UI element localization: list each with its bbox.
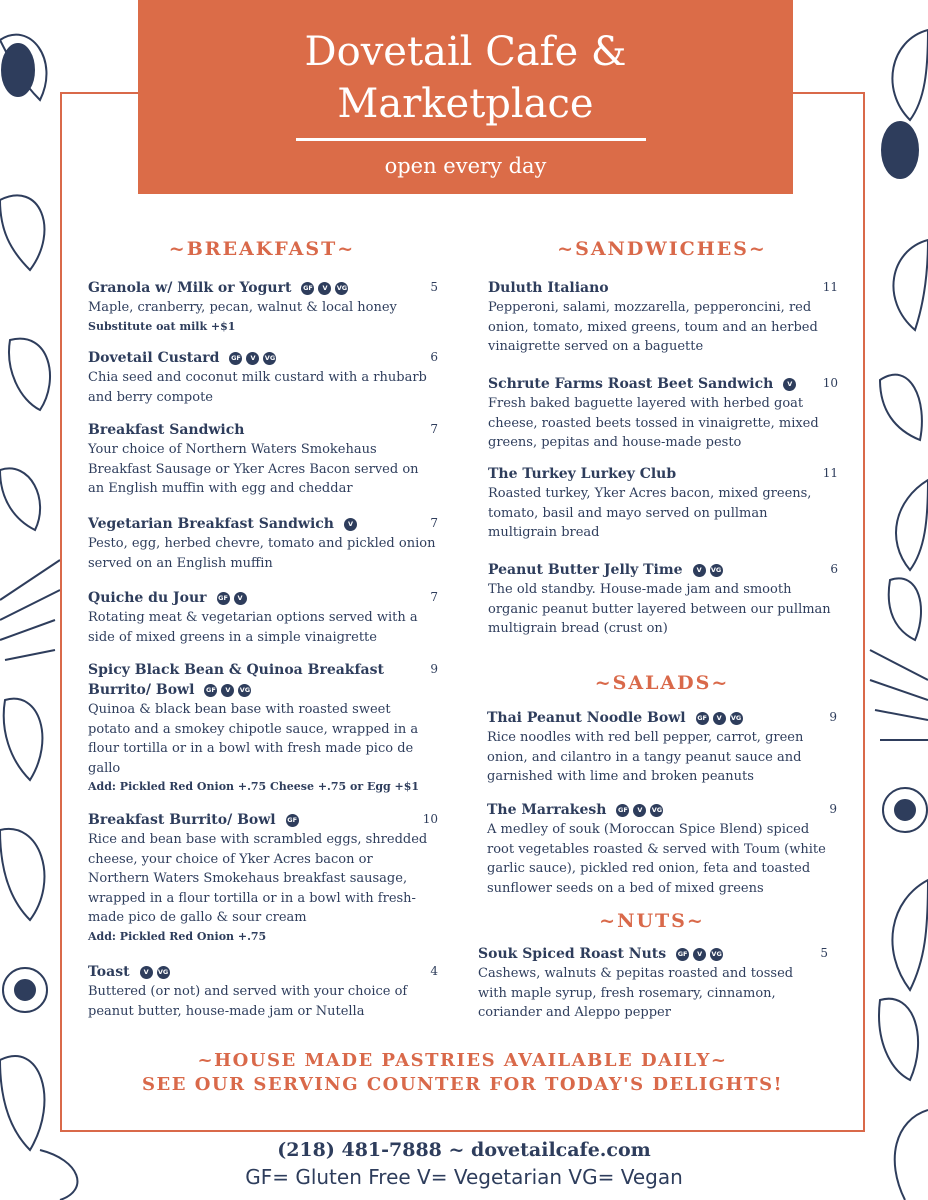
item-price: 7 bbox=[430, 422, 438, 436]
item-description: Maple, cranberry, pecan, walnut & local honey bbox=[88, 300, 397, 315]
diet-badge-icon: VG bbox=[263, 352, 276, 365]
diet-badge-icon: VG bbox=[335, 282, 348, 295]
page-title bbox=[138, 26, 793, 130]
item-name: Toast bbox=[88, 964, 130, 980]
menu-item bbox=[487, 800, 835, 898]
diet-badge-icon: V bbox=[713, 712, 726, 725]
diet-badge-icon: VG bbox=[650, 804, 663, 817]
item-name: Breakfast Sandwich bbox=[88, 422, 245, 438]
item-name: Breakfast Burrito/ Bowl bbox=[88, 812, 276, 828]
diet-badge-icon: GF bbox=[217, 592, 230, 605]
menu-item bbox=[488, 464, 836, 543]
item-description: Your choice of Northern Waters Smokehaus Breakfast Sausage or Yker Acres Bacon served on an English muffin with egg and cheddar bbox=[88, 442, 419, 496]
diet-badge-icon: VG bbox=[710, 948, 723, 961]
item-name: The Turkey Lurkey Club bbox=[488, 466, 677, 482]
item-addon: Add: Pickled Red Onion +.75 Cheese +.75 or Egg +$1 bbox=[88, 780, 420, 793]
item-name: Peanut Butter Jelly Time bbox=[488, 562, 683, 578]
menu-item bbox=[88, 588, 436, 647]
item-description: Rotating meat & vegetarian options served with a side of mixed greens in a simple vinaigrette bbox=[88, 610, 418, 645]
diet-badge-icon: GF bbox=[676, 948, 689, 961]
diet-badge-icon: VG bbox=[710, 564, 723, 577]
item-price: 9 bbox=[430, 662, 438, 676]
item-price: 6 bbox=[830, 562, 838, 576]
menu-item bbox=[488, 278, 836, 357]
item-price: 10 bbox=[422, 812, 438, 826]
menu-item bbox=[88, 962, 436, 1021]
item-description: Quinoa & black bean base with roasted sweet potato and a smokey chipotle sauce, wrapped in a flour tortilla or in a bowl with fresh made pico de gallo bbox=[88, 702, 419, 776]
menu-item bbox=[88, 810, 436, 945]
pastries-banner-line-2: SEE OUR SERVING COUNTER FOR TODAY'S DELIGHTS! bbox=[142, 1074, 783, 1095]
diet-badge-icon: GF bbox=[301, 282, 314, 295]
item-description: Rice and bean base with scrambled eggs, shredded cheese, your choice of Yker Acres bacon or Northern Waters Smokehaus breakfast sausage, wrapped in a flour tortilla or in a bowl with fresh-made pico de gallo & sour cream bbox=[88, 832, 428, 925]
diet-badge-icon: V bbox=[344, 518, 357, 531]
item-description: Buttered (or not) and served with your choice of peanut butter, house-made jam or Nutella bbox=[88, 984, 408, 1019]
diet-badge-icon: V bbox=[693, 564, 706, 577]
menu-item bbox=[88, 278, 436, 335]
pastries-banner-line-1: ~HOUSE MADE PASTRIES AVAILABLE DAILY~ bbox=[197, 1050, 728, 1071]
item-price: 9 bbox=[829, 802, 837, 816]
item-price: 7 bbox=[430, 516, 438, 530]
item-price: 5 bbox=[430, 280, 438, 294]
title-line-1: Dovetail Cafe & bbox=[304, 29, 627, 75]
diet-badge-icon: V bbox=[140, 966, 153, 979]
item-name: Burrito/ Bowl bbox=[88, 682, 195, 698]
menu-item bbox=[478, 944, 826, 1023]
diet-badge-icon: V bbox=[783, 378, 796, 391]
item-name: Spicy Black Bean & Quinoa Breakfast bbox=[88, 662, 384, 678]
item-description: Fresh baked baguette layered with herbed goat cheese, roasted beets tossed in vinaigrette, mixed greens, pepitas and house-made pesto bbox=[488, 396, 819, 450]
menu-item bbox=[88, 660, 436, 795]
diet-badge-icon: V bbox=[633, 804, 646, 817]
menu-item bbox=[88, 514, 436, 573]
item-addon: Substitute oat milk +$1 bbox=[88, 319, 236, 333]
item-addon: Add: Pickled Red Onion +.75 bbox=[88, 929, 267, 943]
header-banner bbox=[138, 0, 793, 194]
item-price: 7 bbox=[430, 590, 438, 604]
item-name: Granola w/ Milk or Yogurt bbox=[88, 280, 292, 296]
diet-badge-icon: V bbox=[246, 352, 259, 365]
diet-badge-icon: V bbox=[693, 948, 706, 961]
title-underline bbox=[296, 138, 646, 141]
item-description: A medley of souk (Moroccan Spice Blend) spiced root vegetables roasted & served with Toum (white garlic sauce), pickled red onion, feta and toasted sunflower seeds on a bed of mixed greens bbox=[487, 822, 826, 896]
item-price: 9 bbox=[829, 710, 837, 724]
item-name: Schrute Farms Roast Beet Sandwich bbox=[488, 376, 774, 392]
item-price: 4 bbox=[430, 964, 438, 978]
item-description: Pepperoni, salami, mozzarella, pepperoncini, red onion, tomato, mixed greens, toum and an herbed vinaigrette served on a baguette bbox=[488, 300, 818, 354]
menu-item bbox=[88, 420, 436, 499]
item-description: Rice noodles with red bell pepper, carrot, green onion, and cilantro in a tangy peanut sauce and garnished with lime and broken peanuts bbox=[487, 730, 804, 784]
item-name: Souk Spiced Roast Nuts bbox=[478, 946, 667, 962]
dietary-legend: GF= Gluten Free V= Vegetarian VG= Vegan bbox=[245, 1165, 683, 1189]
menu-item bbox=[487, 708, 835, 787]
item-price: 5 bbox=[820, 946, 828, 960]
item-description: The old standby. House-made jam and smooth organic peanut butter layered between our pullman multigrain bread (crust on) bbox=[488, 582, 831, 636]
item-price: 10 bbox=[822, 376, 838, 390]
item-name: Vegetarian Breakfast Sandwich bbox=[88, 516, 334, 532]
diet-badge-icon: GF bbox=[616, 804, 629, 817]
salads-title: ~SALADS~ bbox=[594, 672, 730, 694]
subtitle: open every day bbox=[384, 154, 547, 178]
item-name: Duluth Italiano bbox=[488, 280, 609, 296]
diet-badge-icon: VG bbox=[730, 712, 743, 725]
diet-badge-icon: VG bbox=[157, 966, 170, 979]
item-description: Cashews, walnuts & pepitas roasted and tossed with maple syrup, fresh rosemary, cinnamon, coriander and Aleppo pepper bbox=[478, 966, 794, 1020]
item-name: Quiche du Jour bbox=[88, 590, 207, 606]
menu-item bbox=[88, 348, 436, 407]
item-description: Roasted turkey, Yker Acres bacon, mixed greens, tomato, basil and mayo served on pullman multigrain bread bbox=[488, 486, 812, 540]
diet-badge-icon: GF bbox=[286, 814, 299, 827]
diet-badge-icon: V bbox=[318, 282, 331, 295]
sandwiches-title: ~SANDWICHES~ bbox=[557, 238, 767, 260]
diet-badge-icon: VG bbox=[238, 684, 251, 697]
item-price: 11 bbox=[822, 466, 838, 480]
contact-line: (218) 481-7888 ~ dovetailcafe.com bbox=[277, 1139, 651, 1161]
item-name: Dovetail Custard bbox=[88, 350, 220, 366]
breakfast-title: ~BREAKFAST~ bbox=[168, 238, 356, 260]
diet-badge-icon: V bbox=[221, 684, 234, 697]
menu-item bbox=[488, 374, 836, 453]
diet-badge-icon: GF bbox=[229, 352, 242, 365]
item-price: 6 bbox=[430, 350, 438, 364]
nuts-title: ~NUTS~ bbox=[599, 910, 705, 932]
item-description: Pesto, egg, herbed chevre, tomato and pickled onion served on an English muffin bbox=[88, 536, 436, 571]
item-price: 11 bbox=[822, 280, 838, 294]
title-line-2: Marketplace bbox=[337, 81, 594, 127]
diet-badge-icon: GF bbox=[696, 712, 709, 725]
item-name: Thai Peanut Noodle Bowl bbox=[487, 710, 686, 726]
item-name: The Marrakesh bbox=[487, 802, 607, 818]
menu-item bbox=[488, 560, 836, 639]
diet-badge-icon: V bbox=[234, 592, 247, 605]
diet-badge-icon: GF bbox=[204, 684, 217, 697]
item-description: Chia seed and coconut milk custard with a rhubarb and berry compote bbox=[88, 370, 427, 405]
